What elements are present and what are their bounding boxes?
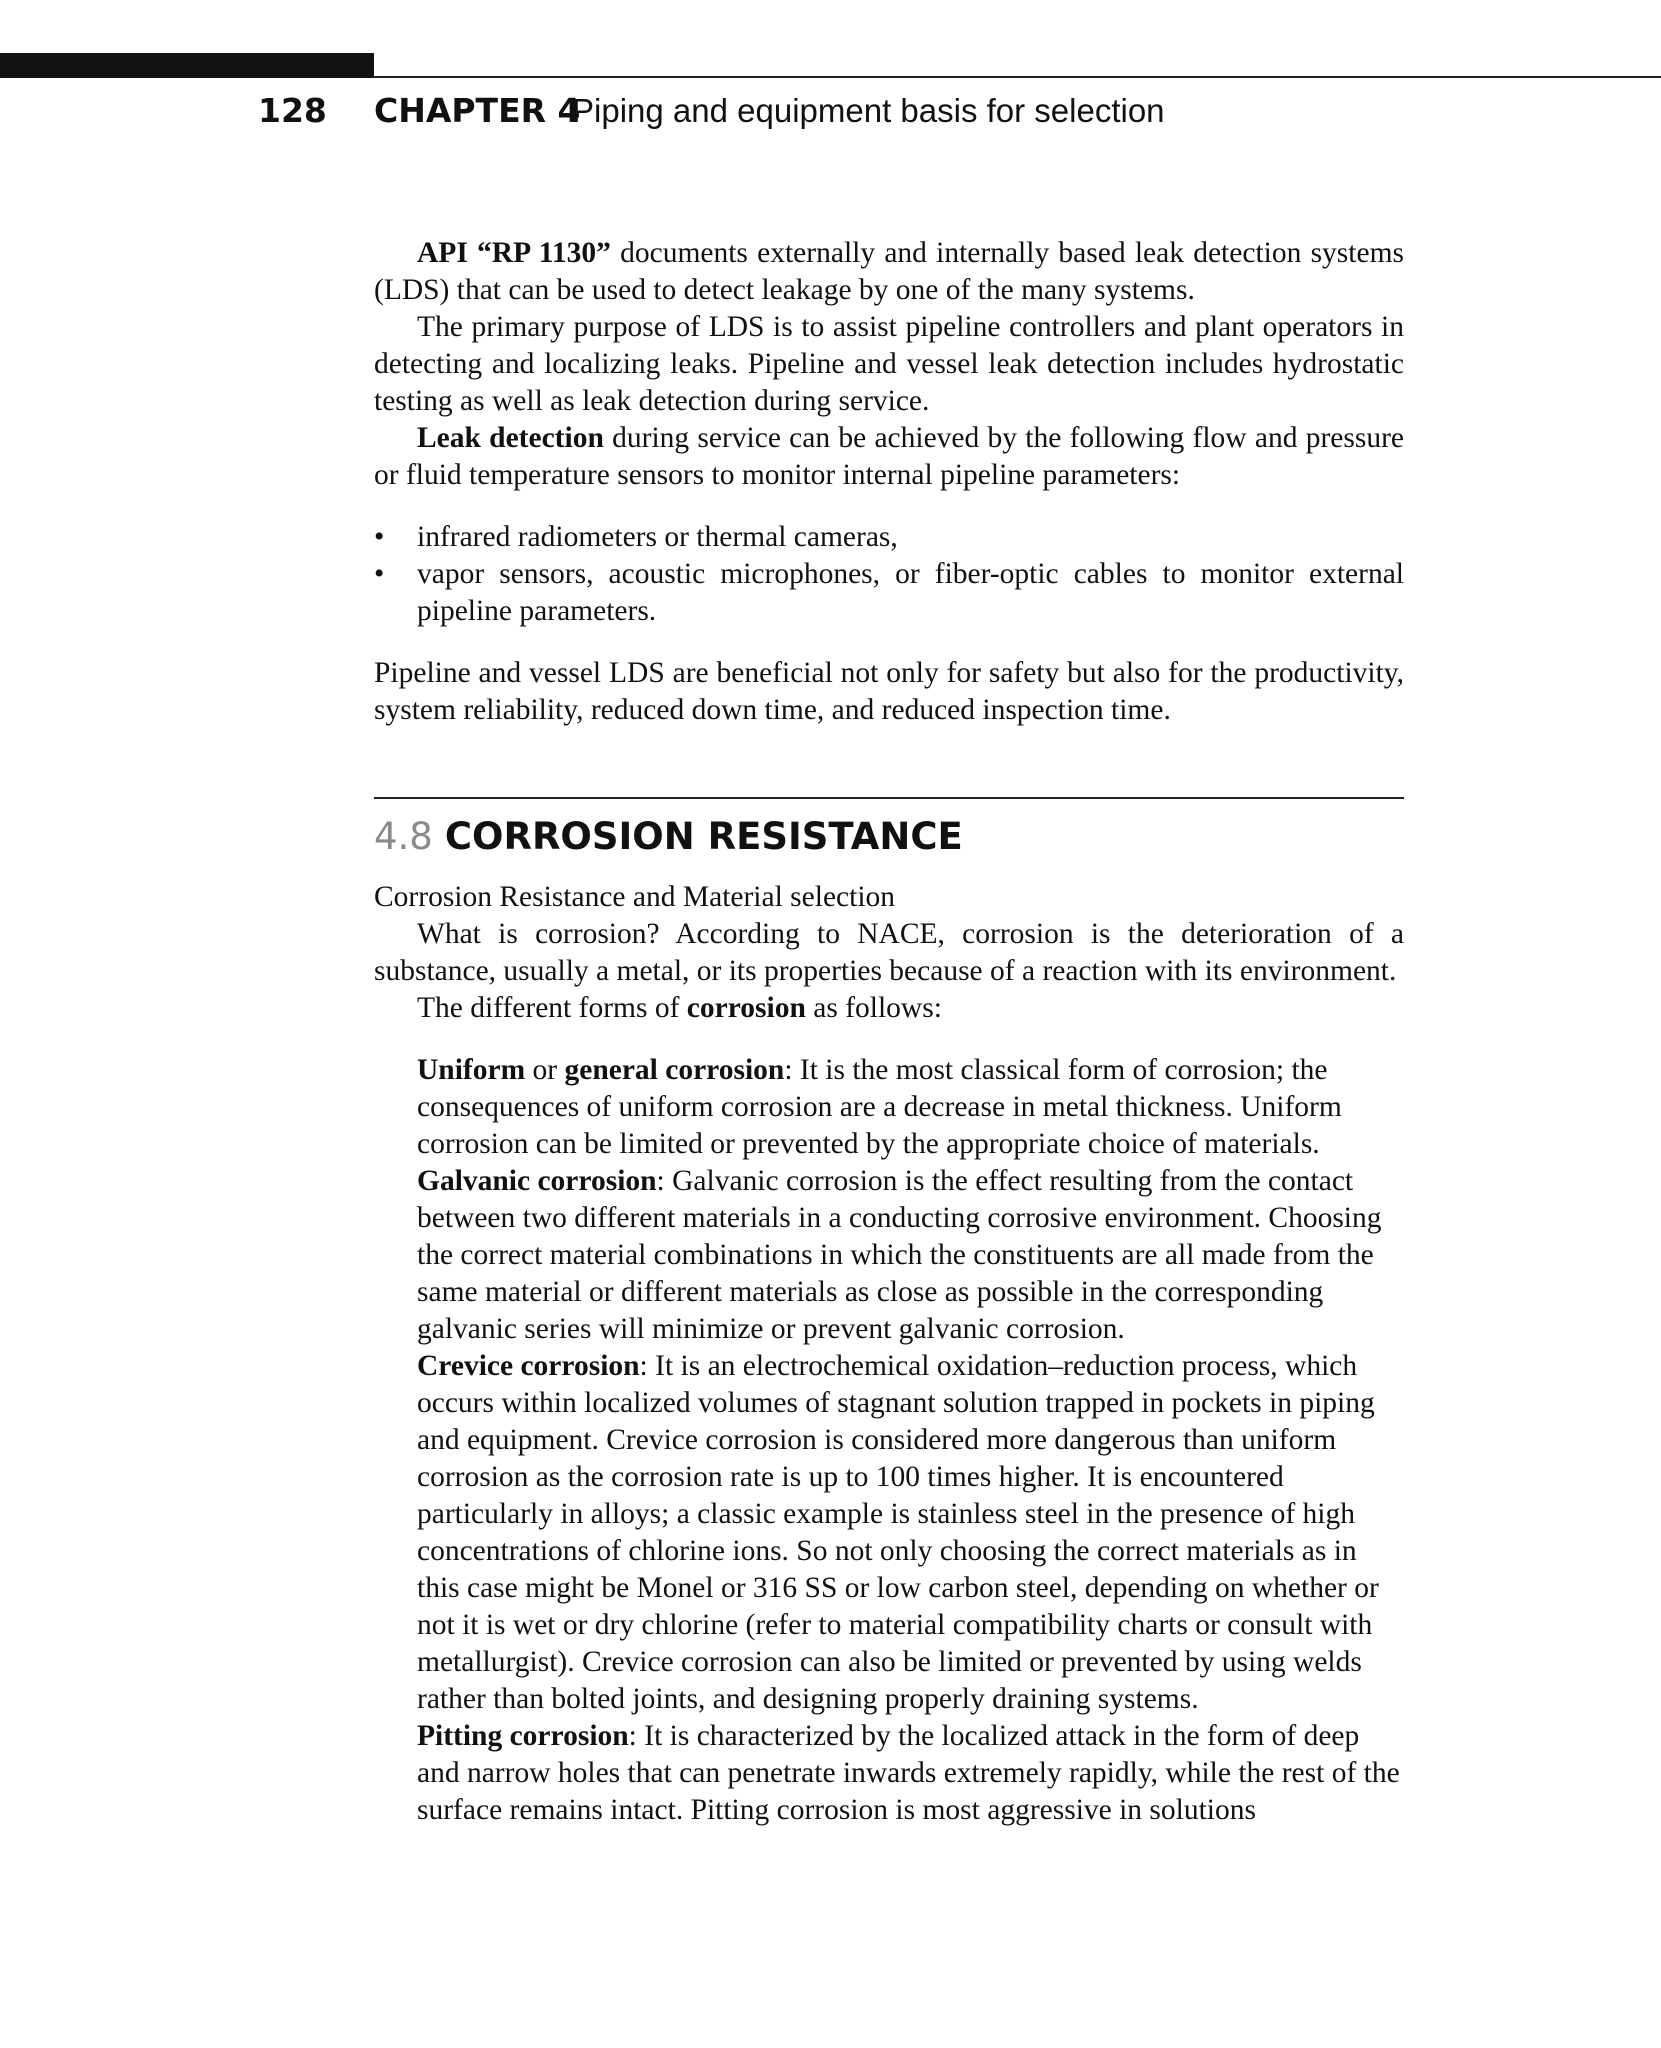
- corrosion-forms-intro-pre: The different forms of: [417, 992, 687, 1024]
- list-item-text: vapor sensors, acoustic microphones, or fiber-optic cables to monitor external pipeline parameters.: [417, 558, 1404, 627]
- general-corrosion-term: general corrosion: [564, 1054, 785, 1086]
- uniform-or-text: or: [525, 1054, 565, 1086]
- chapter-label: CHAPTER 4: [374, 91, 581, 130]
- intro-paragraph-leak-detection-text: during service can be achieved by the following flow and pressure or fluid temperature sensors to monitor internal pipeline parameters:: [374, 422, 1404, 491]
- page-body: [374, 235, 1404, 1829]
- leak-detection-term: Leak detection: [417, 422, 604, 454]
- header-black-bar: [0, 53, 374, 78]
- intro-paragraph-api-text: documents externally and internally based leak detection systems (LDS) that can be used to detect leakage by one of the many systems.: [374, 237, 1404, 306]
- list-item: [374, 556, 1404, 630]
- api-rp-1130-term: API “RP 1130”: [417, 237, 611, 269]
- chapter-title: Piping and equipment basis for selection: [572, 92, 1165, 129]
- crevice-corrosion-entry: [417, 1348, 1404, 1718]
- corrosion-forms-list: [417, 1052, 1404, 1829]
- uniform-corrosion-entry: [417, 1052, 1404, 1163]
- lds-benefits-paragraph: Pipeline and vessel LDS are beneficial not only for safety but also for the productivity, system reliability, reduced down time, and reduced inspection time.: [374, 657, 1404, 726]
- header-rule: [374, 76, 1661, 78]
- intro-paragraph-leak-detection: [374, 420, 1404, 494]
- uniform-term: Uniform: [417, 1054, 526, 1086]
- crevice-corrosion-text: : It is an electrochemical oxidation–reduction process, which occurs within localized volumes of stagnant solution trapped in pockets in piping and equipment. Crevice corrosion is considered more dangerous than uniform corrosion as the corrosion rate is up to 100 times higher. It is encountered particularly in alloys; a classic example is stainless steel in the presence of high concentrations of chlorine ions. So not only choosing the correct materials as in this case might be Monel or 316 SS or low carbon steel, depending on whether or not it is wet or dry chlorine (refer to material compatibility charts or consult with metallurgist). Crevice corrosion can also be limited or prevented by using welds rather than bolted joints, and designing properly draining systems.: [417, 1350, 1379, 1715]
- crevice-corrosion-term: Crevice corrosion: [417, 1350, 640, 1382]
- galvanic-corrosion-text: : Galvanic corrosion is the effect resulting from the contact between two different materials in a conducting corrosive environment. Choosing the correct material combinations in which the constituents are all made from the same material or different materials as close as possible in the corresponding galvanic series will minimize or prevent galvanic corrosion.: [417, 1165, 1382, 1345]
- corrosion-definition-paragraph: What is corrosion? According to NACE, corrosion is the deterioration of a substance, usually a metal, or its properties because of a reaction with its environment.: [374, 918, 1404, 987]
- sensor-bullet-list: [374, 519, 1404, 630]
- list-item: [374, 519, 1404, 556]
- section-rule: [374, 797, 1404, 799]
- list-item-text: infrared radiometers or thermal cameras,: [417, 521, 898, 553]
- bullet-icon: •: [374, 558, 385, 590]
- section-heading: [374, 811, 1404, 863]
- corrosion-forms-intro-post: as follows:: [805, 992, 942, 1024]
- pitting-corrosion-text: : It is characterized by the localized attack in the form of deep and narrow holes that can penetrate inwards extremely rapidly, while the rest of the surface remains intact. Pitting corrosion is most aggressive in solutions: [417, 1720, 1400, 1826]
- pitting-corrosion-entry: [417, 1718, 1404, 1829]
- uniform-corrosion-text: : It is the most classical form of corrosion; the consequences of uniform corrosion are a decrease in metal thickness. Uniform corrosion can be limited or prevented by the appropriate choice of materials.: [417, 1054, 1342, 1160]
- section-title: CORROSION RESISTANCE: [444, 815, 963, 858]
- corrosion-forms-intro: [374, 990, 1404, 1027]
- pitting-corrosion-term: Pitting corrosion: [417, 1720, 629, 1752]
- bullet-icon: •: [374, 521, 385, 553]
- intro-paragraph-purpose: The primary purpose of LDS is to assist pipeline controllers and plant operators in detecting and localizing leaks. Pipeline and vessel leak detection includes hydrostatic testing as well as leak detection during service.: [374, 311, 1404, 417]
- corrosion-term: corrosion: [686, 992, 806, 1024]
- galvanic-corrosion-term: Galvanic corrosion: [417, 1165, 657, 1197]
- galvanic-corrosion-entry: [417, 1163, 1404, 1348]
- section-number: 4.8: [374, 815, 433, 858]
- section-subheading: Corrosion Resistance and Material selection: [374, 881, 896, 913]
- running-head: [258, 88, 1558, 134]
- page-number: 128: [258, 91, 327, 130]
- intro-paragraph-api: [374, 235, 1404, 309]
